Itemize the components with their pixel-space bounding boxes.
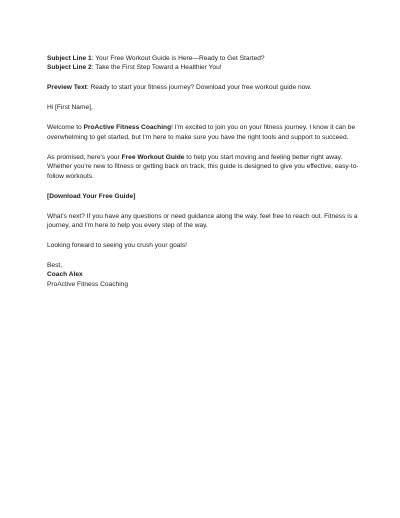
signoff-company: ProActive Fitness Coaching — [47, 280, 128, 288]
signoff-best: Best, — [47, 262, 63, 270]
subject-line-2 — [47, 63, 367, 72]
preview-text-body: : Ready to start your fitness journey? Download your free workout guide now. — [86, 84, 312, 92]
guide-name: Free Workout Guide — [121, 153, 185, 161]
preview-text — [47, 83, 367, 92]
signoff — [47, 261, 367, 289]
subject-lines — [47, 54, 367, 73]
next-paragraph: What's next? If you have any questions or need guidance along the way, feel free to reach out. Fitness is a journey, and I'm here to help you every step of the way. — [47, 212, 358, 230]
download-guide-cta[interactable] — [47, 192, 367, 201]
promise-before: As promised, here's your — [47, 153, 122, 161]
signoff-name: Coach Alex — [47, 271, 83, 279]
subject-line-2-label: Subject Line 2 — [47, 64, 92, 72]
subject-line-1-label: Subject Line 1 — [47, 55, 92, 62]
email-document — [47, 54, 367, 300]
welcome-paragraph — [47, 123, 367, 142]
closing-paragraph: Looking forward to seeing you crush your goals! — [47, 242, 188, 250]
subject-line-2-text: : Take the First Step Toward a Healthier You! — [91, 64, 222, 72]
welcome-before: Welcome to — [47, 124, 84, 132]
promise-after: to help you start moving and feeling better right away. Whether you're new to fitness or getting back on track, this guide is designed to give you effective, easy-to-follow workouts. — [47, 153, 359, 180]
preview-text-label: Preview Text — [47, 84, 87, 92]
download-guide-label: [Download Your Free Guide] — [47, 192, 136, 200]
subject-line-1-text: : Your Free Workout Guide is Here—Ready to Get Started? — [91, 55, 265, 62]
welcome-after: ! I'm excited to join you on your fitness journey. I know it can be overwhelming to get started, but I'm here to make sure you have the right tools and support to succeed. — [47, 124, 356, 141]
subject-line-1 — [47, 54, 367, 63]
greeting: Hi [First Name], — [47, 104, 93, 112]
promise-paragraph — [47, 153, 367, 181]
brand-name: ProActive Fitness Coaching — [83, 124, 172, 132]
